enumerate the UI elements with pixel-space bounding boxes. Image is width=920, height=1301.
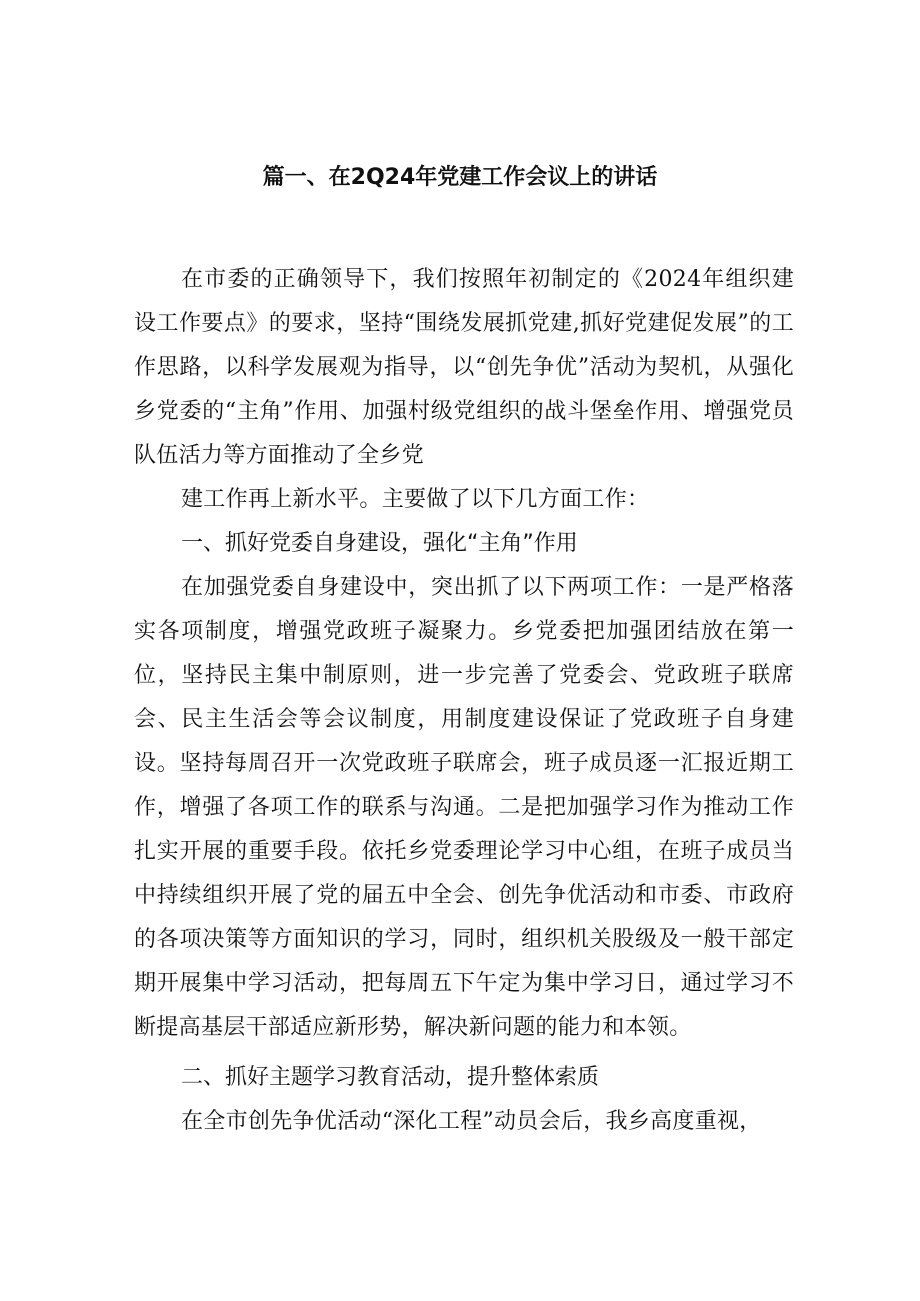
document-title: 篇一、在2Q24年党建工作会议上的讲话 [262,165,658,190]
paragraph-section-1: 在加强党委自身建设中，突出抓了以下两项工作：一是严格落实各项制度，增强党政班子凝聚力。乡党委把加强团结放在第一位，坚持民主集中制原则，进一步完善了党委会、党政班子联席会、民主生活会等会议制度，用制度建设保证了党政班子自身建设。坚持每周召开一次党政班子联席会，班子成员逐一汇报近期工作，增强了各项工作的联系与沟通。二是把加强学习作为推动工作扎实开展的重要手段。依托乡党委理论学习中心组，在班子成员当中持续组织开展了党的届五中全会、创先争优活动和市委、市政府的各项决策等方面知识的学习，同时，组织机关股级及一般干部定期开展集中学习活动，把每周五下午定为集中学习日，通过学习不断提高基层干部适应新形势，解决新问题的能力和本领。 [134,575,794,1040]
paragraph-intro: 在市委的正确领导下，我们按照年初制定的《2024年组织建设工作要点》的要求，坚持“围绕发展抓党建,抓好党建促发展”的工作思路，以科学发展观为指导，以“创先争优”活动为契机，从强化乡党委的“主角”作用、加强村级党组织的战斗堡垒作用、增强党员队伍活力等方面推动了全乡党 [134,267,794,468]
document-body [134,258,794,1144]
section-heading-2: 二、抓好主题学习教育活动，提升整体索质 [181,1065,600,1090]
section-heading-1: 一、抓好党委自身建设，强化“主角”作用 [181,531,578,556]
paragraph-intro-continued: 建工作再上新水平。主要做了以下几方面工作： [181,487,650,512]
paragraph-section-2: 在全市创先争优活动“深化工程”动员会后，我乡高度重视， [181,1109,762,1134]
